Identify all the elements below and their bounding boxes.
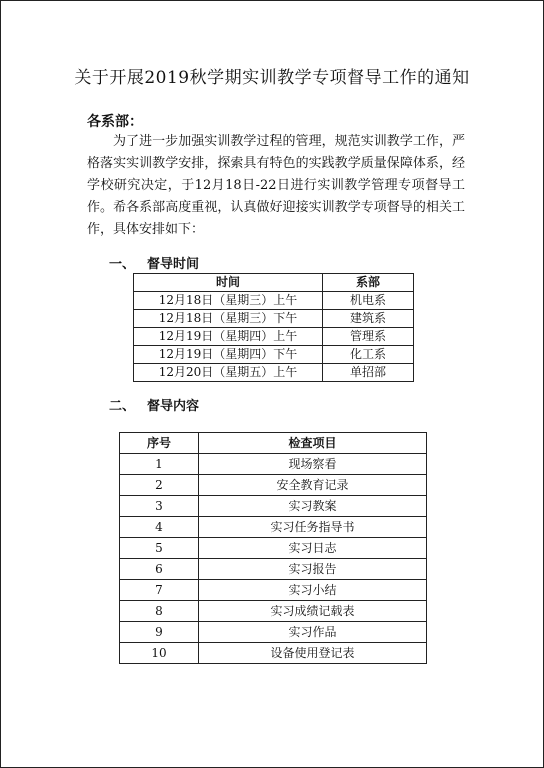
table-row (134, 292, 414, 310)
seq-cell: 4 (120, 517, 199, 538)
table-row (120, 580, 427, 601)
addressee: 各系部： (87, 114, 143, 130)
column-header-time: 时间 (134, 274, 323, 292)
schedule-table (133, 273, 414, 382)
table-header-row (134, 274, 414, 292)
department-cell: 单招部 (323, 364, 414, 382)
schedule-table-body (134, 292, 414, 382)
item-cell: 实习成绩记载表 (199, 601, 427, 622)
time-cell: 12月18日（星期三）下午 (134, 310, 323, 328)
column-header-department: 系部 (323, 274, 414, 292)
section-heading-content (109, 395, 199, 414)
table-row (120, 643, 427, 664)
seq-cell: 5 (120, 538, 199, 559)
seq-cell: 2 (120, 475, 199, 496)
time-cell: 12月20日（星期五）上午 (134, 364, 323, 382)
table-row (134, 364, 414, 382)
department-cell: 机电系 (323, 292, 414, 310)
item-cell: 实习任务指导书 (199, 517, 427, 538)
column-header-item: 检查项目 (199, 433, 427, 454)
time-cell: 12月19日（星期四）上午 (134, 328, 323, 346)
item-cell: 设备使用登记表 (199, 643, 427, 664)
table-row (120, 496, 427, 517)
table-row (120, 559, 427, 580)
time-cell: 12月18日（星期三）上午 (134, 292, 323, 310)
department-cell: 建筑系 (323, 310, 414, 328)
table-row (134, 310, 414, 328)
seq-cell: 8 (120, 601, 199, 622)
table-header-row (120, 433, 427, 454)
department-cell: 管理系 (323, 328, 414, 346)
department-cell: 化工系 (323, 346, 414, 364)
seq-cell: 1 (120, 454, 199, 475)
item-cell: 实习小结 (199, 580, 427, 601)
table-row (134, 346, 414, 364)
seq-cell: 3 (120, 496, 199, 517)
seq-cell: 9 (120, 622, 199, 643)
section-number: 一、 (109, 257, 136, 272)
item-cell: 实习日志 (199, 538, 427, 559)
table-row (120, 517, 427, 538)
seq-cell: 6 (120, 559, 199, 580)
table-row (134, 328, 414, 346)
table-row (120, 454, 427, 475)
inspection-items-table (119, 432, 427, 664)
column-header-seq: 序号 (120, 433, 199, 454)
table-row (120, 601, 427, 622)
item-cell: 实习教案 (199, 496, 427, 517)
table-row (120, 475, 427, 496)
seq-cell: 10 (120, 643, 199, 664)
intro-paragraph: 为了进一步加强实训教学过程的管理，规范实训教学工作，严格落实实训教学安排，探索具有特色的实践教学质量保障体系，经学校研究决定，于12月18日-22日进行实训教学管理专项督导工作。希各系部高度重视，认真做好迎接实训教学专项督导的相关工作，具体安排如下： (87, 134, 465, 237)
item-cell: 安全教育记录 (199, 475, 427, 496)
document-title: 关于开展2019秋学期实训教学专项督导工作的通知 (74, 68, 470, 88)
section-label: 督导内容 (147, 399, 200, 414)
inspection-items-table-body (120, 454, 427, 664)
time-cell: 12月19日（星期四）下午 (134, 346, 323, 364)
table-row (120, 622, 427, 643)
table-row (120, 538, 427, 559)
item-cell: 现场察看 (199, 454, 427, 475)
item-cell: 实习报告 (199, 559, 427, 580)
item-cell: 实习作品 (199, 622, 427, 643)
section-number: 二、 (109, 399, 136, 414)
section-label: 督导时间 (147, 257, 200, 272)
seq-cell: 7 (120, 580, 199, 601)
section-heading-time (109, 253, 199, 272)
